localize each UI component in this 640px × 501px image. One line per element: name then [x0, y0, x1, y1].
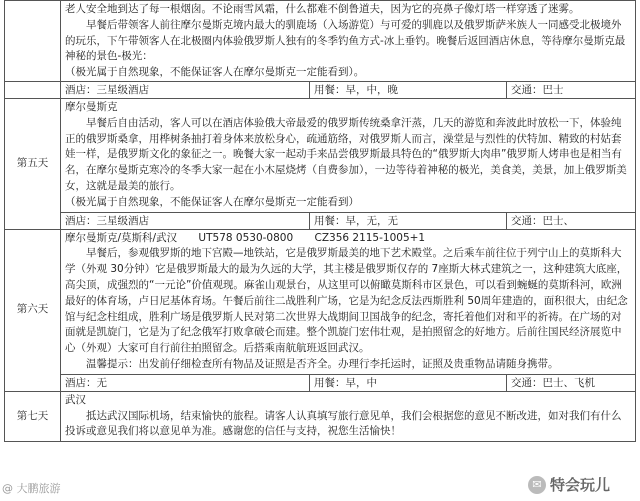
- day-label: 第七天: [5, 391, 61, 441]
- aurora-note: （极光属于自然现象，不能保证客人在摩尔曼斯克一定能看到）。: [65, 66, 365, 79]
- day5-content: [61, 98, 636, 212]
- itinerary-paragraph: 早餐后，参观俄罗斯的地下宫殿—地铁站，它是俄罗斯最美的地下艺术殿堂。之后乘车前往位于列宁山上的莫斯科大学（外观 30分钟）它是俄罗斯最大的最为久远的大学，其主楼是俄罗斯仅存的 7座斯大林式建筑之一，这种建筑大底座，高尖顶，成强烈的“一元论”价值观现。麻雀山观景台，从这里可以俯瞰莫斯科市区景色，可以看到蜿蜒的莫斯科河，欧洲最好的体育场，卢日尼基体育场。午餐后前往二战胜利广场，它是为纪念反法西斯胜利 50周年建造的，面积很大，由纪念馆与纪念柱组成，胜利广场是俄罗斯人民对第二次世界大战期间卫国战争的纪念，寄托着他们对和平的祈祷。在广场的对面就是凯旋门，它是为了纪念俄军打败拿破仑而建。整个凯旋门宏伟壮观，是拍照留念的好地方。后前往国民经济展览中心（外观）大家可自行前往拍照留念。后搭乘南航航班返回武汉。: [65, 247, 628, 355]
- flight-1: UT578 0530-0800: [198, 231, 294, 244]
- meta-bar: [61, 375, 635, 391]
- day-cell-empty: [5, 81, 61, 98]
- day5-meta-row: [5, 212, 636, 229]
- day7-content: [61, 391, 636, 441]
- meta-bar: [61, 82, 635, 98]
- itinerary-table: [4, 0, 636, 442]
- intro-line: 老人安全地到达了每一根烟囱。不论雨雪风霜，什么都难不倒鲁道夫，因为它的亮鼻子像灯塔一样穿透了迷雾。: [65, 3, 580, 15]
- reminder-note: 温馨提示：出发前仔细检查所有物品及证照是否齐全。办理行李托运时，证照及贵重物品请随身携带。: [86, 357, 559, 370]
- day-title: 摩尔曼斯克: [65, 100, 118, 113]
- day6-meta-row: [5, 374, 636, 391]
- day4-content: [61, 1, 636, 82]
- day4-meta-row: [5, 81, 636, 98]
- day-title: 武汉: [65, 393, 86, 406]
- day6-content: [61, 229, 636, 374]
- meta-bar: [61, 213, 635, 229]
- itinerary-paragraph: 早餐后自由活动，客人可以在酒店体验俄大帝最爱的俄罗斯传统桑拿汗蒸，几天的游览和奔波此时放松一下，体验纯正的俄罗斯桑拿，用桦树条抽打着身体来放松身心，疏通筋络，对俄罗斯人而言，澡堂是与烈性的伏特加、精致的村姑套娃一样，是俄罗斯文化的象征之一。晚餐大家一起动手来品尝俄罗斯最具特色的“俄罗斯大肉串”俄罗斯人烤串也是相当有名，在摩尔曼斯克寒冷的冬季大家一起在小木屋烧烤（自费参加），一边等待着神秘的极光，美食美，美景，加上俄罗斯美女，这就是最美的旅行。: [65, 116, 627, 192]
- meal-info: 用餐：早，中: [310, 375, 507, 391]
- day7-row: [5, 391, 636, 441]
- account-name: 特会玩儿: [550, 476, 611, 494]
- source-watermark: @ 大鹏旅游: [2, 482, 61, 495]
- day-label: 第六天: [5, 229, 61, 391]
- route-text: 摩尔曼斯克/莫斯科/武汉: [65, 231, 178, 244]
- meal-info: 用餐：早，无，无: [310, 213, 507, 229]
- day4-continuation-row: [5, 1, 636, 82]
- aurora-note: （极光属于自然现象，不能保证客人在摩尔曼斯克一定能看到）: [65, 195, 359, 208]
- itinerary-paragraph: 抵达武汉国际机场，结束愉快的旅程。请客人认真填写旅行意见单，我们会根据您的意见不断改进，如对我们有什么投诉或意见我们将以意见单为准。感谢您的信任与支持，祝您生活愉快！: [65, 409, 622, 438]
- hotel-info: 酒店：三星级酒店: [61, 213, 310, 229]
- itinerary-paragraph: 早餐后带领客人前往摩尔曼斯克境内最大的驯鹿场（入场游览）与可爱的驯鹿以及俄罗斯萨米族人一同感受北极境外的玩乐，下午带领客人在北极圈内体验俄罗斯人独有的冬季钓鱼方式-冰上垂钓。晚餐后返回酒店休息，等待摩尔曼斯克最神秘的景色-极光：: [65, 18, 626, 63]
- transport-info: 交通：巴士、: [511, 214, 574, 227]
- transport-info: 交通：巴士、飞机: [511, 376, 595, 389]
- day5-row: [5, 98, 636, 212]
- account-watermark: [528, 474, 610, 495]
- flight-2: CZ356 2115-1005+1: [314, 231, 426, 244]
- day6-row: [5, 229, 636, 374]
- day-label: 第五天: [5, 98, 61, 229]
- day-title: [65, 231, 631, 247]
- hotel-info: 酒店：无: [61, 375, 310, 391]
- wechat-icon: ✉: [528, 476, 546, 494]
- hotel-info: 酒店：三星级酒店: [61, 82, 310, 98]
- transport-info: 交通：巴士: [511, 83, 564, 96]
- meal-info: 用餐：早，中，晚: [310, 82, 507, 98]
- day-cell-empty: [5, 1, 61, 82]
